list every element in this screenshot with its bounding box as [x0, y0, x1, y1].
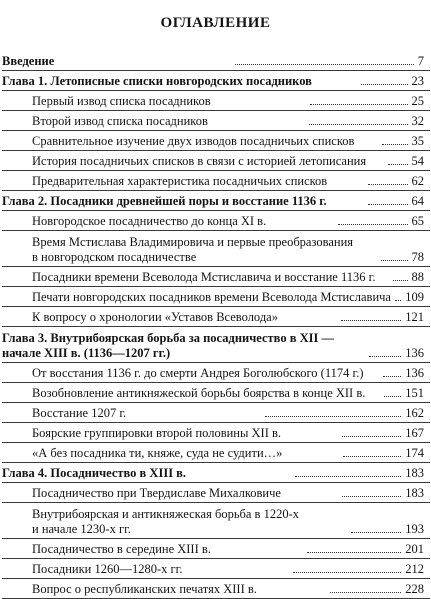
- dot-leader: [368, 204, 407, 205]
- toc-entry-title: История посадничьих списков в связи с историей летописания: [32, 154, 367, 168]
- toc-entry-title: Вопрос о республиканских печатях XIII в.: [32, 582, 257, 596]
- toc-entry-title: Время Мстислава Владимировича и первые преобразования в новгородском посадничестве: [32, 235, 354, 264]
- toc-entry-page: 32: [411, 114, 425, 128]
- toc-entry[interactable]: [2, 151, 430, 171]
- toc-entry[interactable]: [2, 91, 430, 111]
- toc-entry-page: 201: [405, 542, 425, 556]
- toc-entry[interactable]: [2, 443, 430, 463]
- toc-entry-page: 183: [405, 486, 425, 500]
- toc-entry[interactable]: [2, 191, 430, 211]
- toc-entry-title: Глава 4. Посадничество в XIII в.: [2, 466, 187, 480]
- toc-entry-title: Сравнительное изучение двух изводов посадничьих списков: [32, 134, 355, 148]
- dot-leader: [338, 224, 408, 225]
- table-of-contents: [2, 51, 430, 599]
- dot-leader: [361, 84, 408, 85]
- toc-entry-page: 228: [405, 582, 425, 596]
- toc-entry-page: 167: [405, 426, 424, 440]
- toc-entry-title: Глава 1. Летописные списки новгородских посадников: [2, 74, 312, 88]
- toc-entry-title: Второй извод списка посадников: [32, 114, 208, 128]
- toc-entry-title: Первый извод списка посадников: [32, 94, 211, 108]
- toc-entry-title: Восстание 1207 г.: [32, 406, 127, 420]
- toc-entry-title: Печати новгородских посадников времени Всеволода Мстиславича: [32, 290, 391, 304]
- toc-entry[interactable]: [2, 287, 430, 307]
- toc-entry-title: Введение: [2, 54, 55, 68]
- toc-entry[interactable]: [2, 171, 430, 191]
- toc-entry-page: 35: [411, 134, 425, 148]
- toc-entry[interactable]: [2, 231, 430, 267]
- toc-entry-page: 136: [405, 366, 425, 380]
- toc-entry-page: 162: [405, 406, 424, 420]
- page-title: ОГЛАВЛЕНИЕ: [160, 15, 271, 31]
- dot-leader: [343, 456, 401, 457]
- toc-entry[interactable]: [2, 463, 430, 483]
- toc-entry-page: 136: [405, 346, 424, 360]
- toc-entry-title: Посадничество в середине XIII в.: [32, 542, 211, 556]
- dot-leader: [330, 592, 401, 593]
- toc-entry-page: 212: [405, 562, 425, 576]
- toc-entry[interactable]: [2, 579, 430, 599]
- toc-entry-page: 78: [411, 250, 425, 264]
- toc-entry-page: 174: [405, 446, 425, 460]
- toc-entry[interactable]: [2, 363, 430, 383]
- dot-leader: [342, 436, 401, 437]
- toc-entry-title: Новгородское посадничество до конца XI в.: [32, 214, 267, 228]
- dot-leader: [383, 376, 401, 377]
- toc-entry-title: «А без посадника ти, княже, суда не судити…»: [32, 446, 283, 460]
- toc-entry-title: Посадники времени Всеволода Мстиславича и восстание 1136 г.: [32, 270, 376, 284]
- toc-entry-page: 25: [411, 94, 424, 108]
- toc-entry[interactable]: [2, 267, 430, 287]
- dot-leader: [295, 476, 402, 477]
- dot-leader: [235, 64, 414, 65]
- dot-leader: [388, 164, 408, 165]
- toc-entry-page: 193: [405, 522, 424, 536]
- toc-entry-page: 151: [405, 386, 424, 400]
- toc-entry-title: Глава 2. Посадники древнейшей поры и восстание 1136 г.: [2, 194, 327, 208]
- toc-entry-page: 65: [411, 214, 424, 228]
- toc-entry[interactable]: [2, 483, 430, 503]
- dot-leader: [307, 552, 401, 553]
- dot-leader: [369, 356, 402, 357]
- toc-entry[interactable]: [2, 51, 430, 71]
- toc-entry-page: 7: [417, 54, 425, 68]
- toc-entry[interactable]: [2, 307, 430, 327]
- toc-entry-page: 88: [411, 270, 425, 284]
- toc-entry[interactable]: [2, 403, 430, 423]
- toc-entry[interactable]: [2, 539, 430, 559]
- toc-entry-page: 62: [411, 174, 424, 188]
- toc-entry[interactable]: [2, 559, 430, 579]
- toc-entry-title: Предварительная характеристика посадничьих списков: [32, 174, 328, 188]
- toc-entry-page: 121: [405, 310, 425, 324]
- toc-entry-page: 54: [411, 154, 424, 168]
- dot-leader: [310, 104, 407, 105]
- toc-entry[interactable]: [2, 383, 430, 403]
- toc-entry[interactable]: [2, 211, 430, 231]
- toc-entry-page: 23: [411, 74, 424, 88]
- toc-entry[interactable]: [2, 111, 430, 131]
- dot-leader: [341, 320, 402, 321]
- toc-entry-title: Посадники 1260—1280-х гг.: [32, 562, 183, 576]
- toc-entry[interactable]: [2, 423, 430, 443]
- toc-entry[interactable]: [2, 71, 430, 91]
- dot-leader: [384, 396, 401, 397]
- toc-entry-page: 183: [405, 466, 424, 480]
- dot-leader: [309, 124, 408, 125]
- toc-entry-title: От восстания 1136 г. до смерти Андрея Боголюбского (1174 г.): [32, 366, 364, 380]
- toc-entry-title: Посадничество при Твердиславе Михалковиче: [32, 486, 281, 500]
- toc-entry-title: Глава 3. Внутрибоярская борьба за посадничество в XII — начале XIII в. (1136—1207 гг.): [2, 331, 334, 360]
- toc-entry-title: Внутрибоярская и антикняжеская борьба в 1220-х и начале 1230-х гг.: [32, 507, 299, 536]
- toc-entry-page: 109: [405, 290, 424, 304]
- dot-leader: [368, 184, 407, 185]
- dot-leader: [351, 532, 401, 533]
- dot-leader: [393, 280, 408, 281]
- toc-entry[interactable]: [2, 503, 430, 539]
- dot-leader: [293, 572, 401, 573]
- dot-leader: [382, 144, 408, 145]
- dot-leader: [381, 260, 407, 261]
- dot-leader: [395, 300, 401, 301]
- toc-entry-title: К вопросу о хронологии «Уставов Всеволода»: [32, 310, 278, 324]
- toc-entry-page: 64: [411, 194, 425, 208]
- toc-entry-title: Боярские группировки второй половины XII в.: [32, 426, 282, 440]
- toc-entry[interactable]: [2, 327, 430, 363]
- toc-entry[interactable]: [2, 131, 430, 151]
- dot-leader: [265, 416, 402, 417]
- dot-leader: [342, 496, 401, 497]
- toc-entry-title: Возобновление антикняжеской борьбы боярства в конце XII в.: [32, 386, 366, 400]
